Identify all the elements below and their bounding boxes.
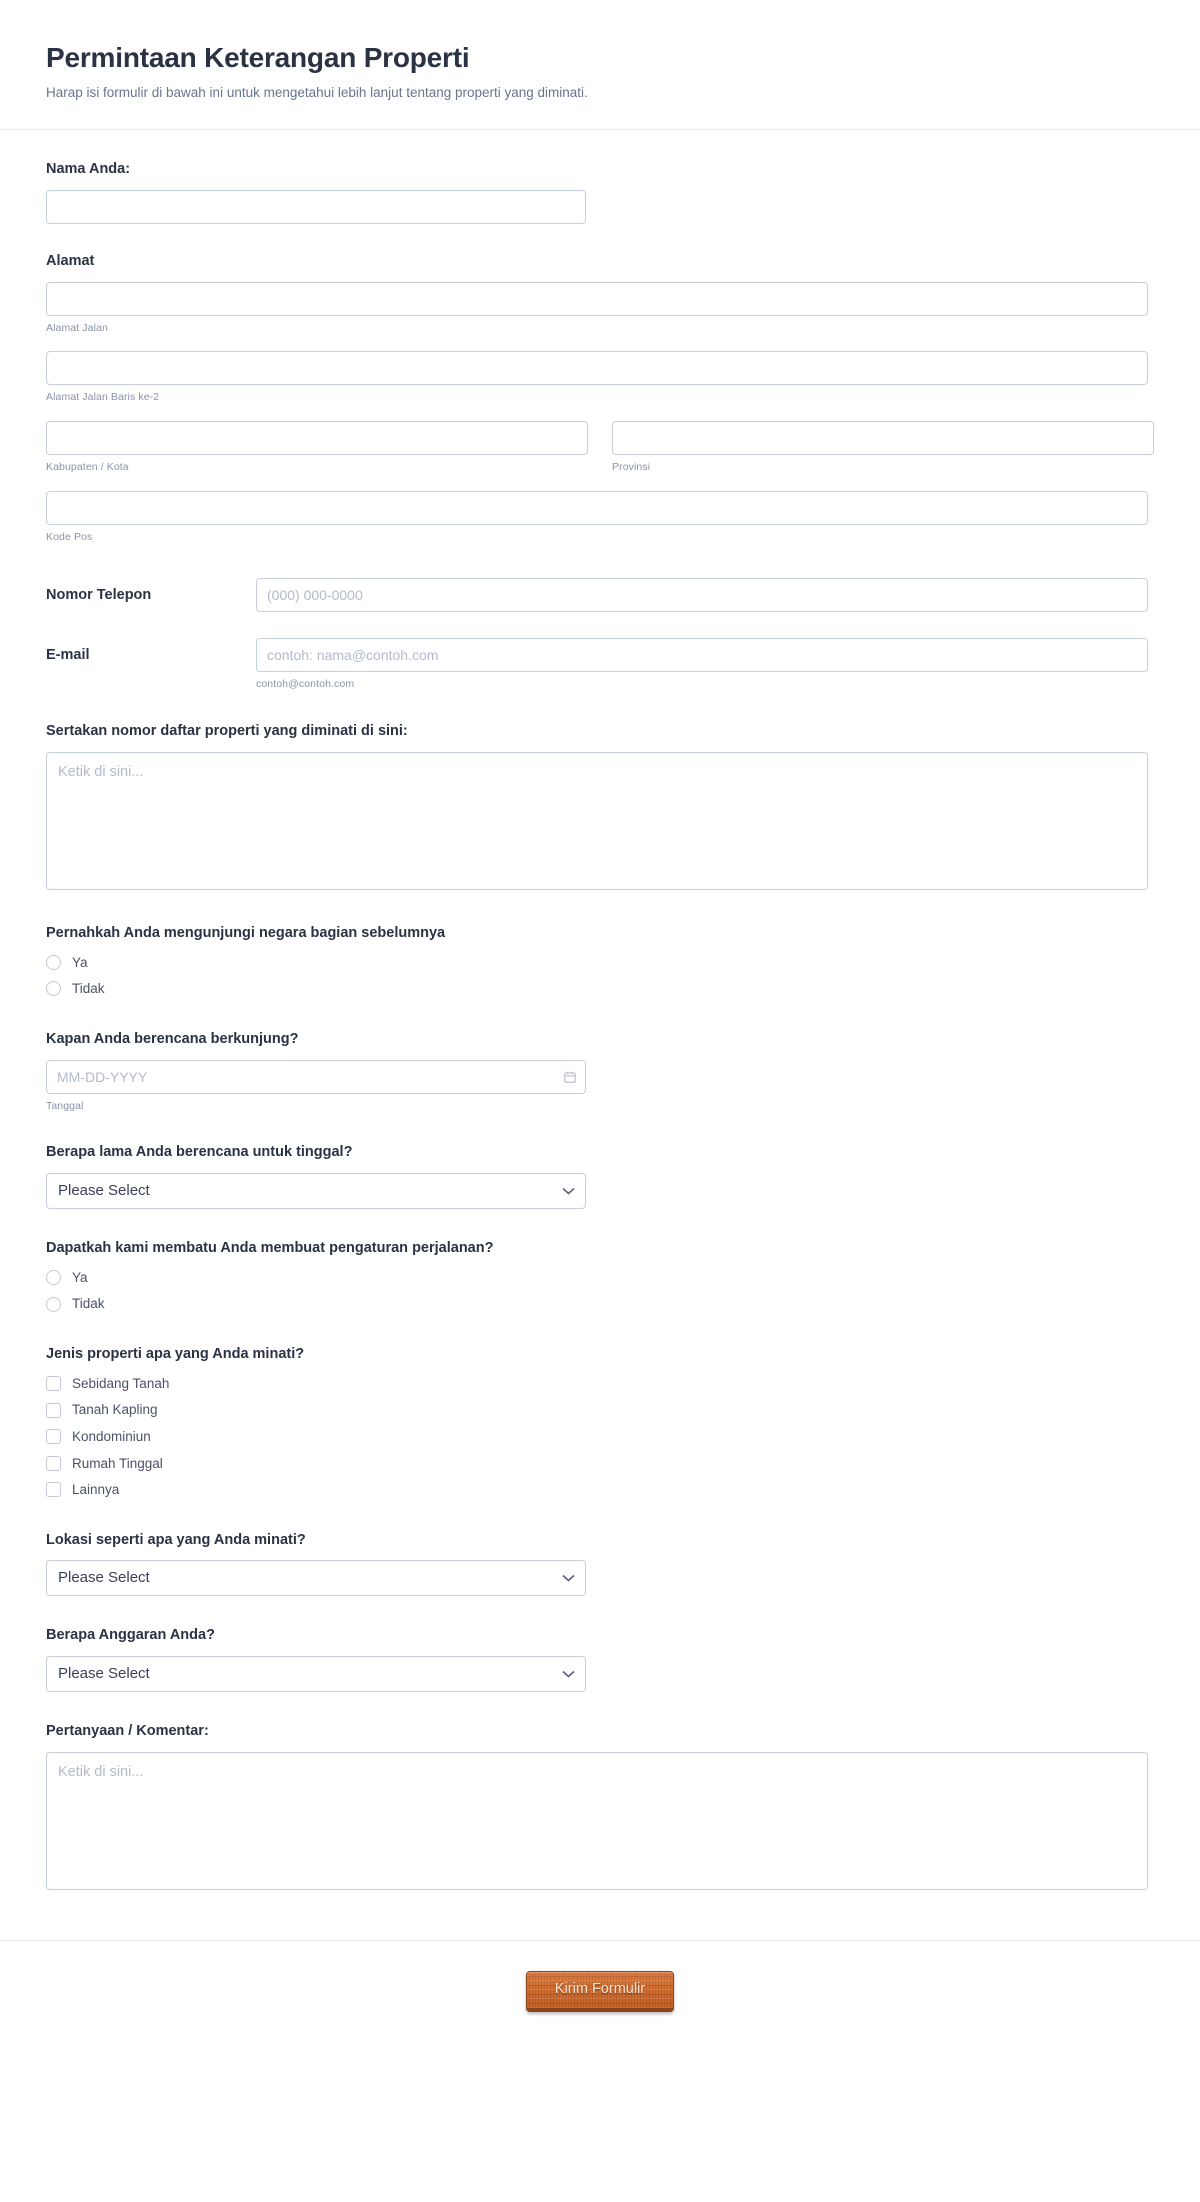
listing-numbers-label: Sertakan nomor daftar properti yang diminati di sini:	[46, 722, 408, 739]
radio-icon[interactable]	[46, 1297, 61, 1312]
address-state-input[interactable]	[612, 421, 1154, 455]
location-type-select-wrap	[46, 1560, 586, 1596]
field-listing-numbers	[46, 722, 1154, 890]
name-label: Nama Anda:	[46, 161, 131, 178]
checkbox-icon[interactable]	[46, 1429, 61, 1444]
address-label: Alamat	[46, 252, 95, 269]
visit-date-wrap	[46, 1060, 586, 1094]
address-street2-group	[46, 351, 1154, 405]
page-title: Permintaan Keterangan Properti	[46, 42, 470, 73]
field-visit-date	[46, 1030, 1154, 1113]
property-type-option-label: Sebidang Tanah	[72, 1375, 170, 1391]
field-visited-before	[46, 924, 1154, 998]
property-type-option-label: Rumah Tinggal	[72, 1455, 163, 1471]
visited-before-option-label: Ya	[72, 954, 88, 970]
form-header	[0, 0, 1200, 130]
stay-length-select[interactable]: Please Select	[46, 1173, 586, 1209]
address-zip-input[interactable]	[46, 491, 1148, 525]
address-street1-group	[46, 282, 1154, 336]
address-city-input[interactable]	[46, 421, 588, 455]
address-street1-sublabel: Alamat Jalan	[46, 321, 108, 334]
checkbox-icon[interactable]	[46, 1456, 61, 1471]
travel-help-option-ya[interactable]	[46, 1269, 1154, 1287]
radio-icon[interactable]	[46, 955, 61, 970]
field-travel-help	[46, 1239, 1154, 1313]
budget-select[interactable]: Please Select	[46, 1656, 586, 1692]
visited-before-label: Pernahkah Anda mengunjungi negara bagian sebelumnya	[46, 924, 446, 941]
field-comments	[46, 1722, 1154, 1890]
submit-button[interactable]: Kirim Formulir	[526, 1971, 674, 2012]
visit-date-sublabel: Tanggal	[46, 1099, 84, 1112]
comments-label: Pertanyaan / Komentar:	[46, 1723, 209, 1740]
visited-before-option-label: Tidak	[72, 981, 105, 997]
field-name	[46, 160, 1154, 224]
address-street1-input[interactable]	[46, 282, 1148, 316]
checkbox-icon[interactable]	[46, 1482, 61, 1497]
field-property-types	[46, 1345, 1154, 1499]
address-city-group	[46, 421, 588, 475]
property-type-option-label: Lainnya	[72, 1482, 120, 1498]
field-email	[46, 638, 1154, 692]
travel-help-option-tidak[interactable]	[46, 1295, 1154, 1313]
page-subtitle: Harap isi formulir di bawah ini untuk mengetahui lebih lanjut tentang properti yang diminati.	[46, 85, 588, 101]
radio-icon[interactable]	[46, 1270, 61, 1285]
field-location-type	[46, 1531, 1154, 1597]
location-type-label: Lokasi seperti apa yang Anda minati?	[46, 1531, 306, 1548]
property-type-option-3[interactable]	[46, 1455, 1154, 1473]
field-phone	[46, 578, 1154, 612]
field-address	[46, 252, 1154, 544]
email-field-wrap	[256, 638, 1154, 692]
phone-input[interactable]	[256, 578, 1148, 612]
radio-icon[interactable]	[46, 981, 61, 996]
visit-date-input[interactable]	[46, 1060, 586, 1094]
location-type-select[interactable]: Please Select	[46, 1560, 586, 1596]
comments-textarea[interactable]	[46, 1752, 1148, 1890]
email-label: E-mail	[46, 647, 90, 664]
email-input[interactable]	[256, 638, 1148, 672]
name-input[interactable]	[46, 190, 586, 224]
property-type-option-label: Kondominiun	[72, 1428, 151, 1444]
property-type-option-4[interactable]	[46, 1481, 1154, 1499]
address-city-sublabel: Kabupaten / Kota	[46, 461, 129, 474]
field-stay-length	[46, 1143, 1154, 1209]
property-types-label: Jenis properti apa yang Anda minati?	[46, 1346, 305, 1363]
address-zip-group	[46, 491, 1154, 545]
stay-length-select-wrap	[46, 1173, 586, 1209]
phone-field-wrap	[256, 578, 1154, 612]
address-state-sublabel: Provinsi	[612, 461, 651, 474]
property-type-option-1[interactable]	[46, 1401, 1154, 1419]
visited-before-option-ya[interactable]	[46, 954, 1154, 972]
field-budget	[46, 1626, 1154, 1692]
address-state-group	[612, 421, 1154, 475]
travel-help-label: Dapatkah kami membatu Anda membuat pengaturan perjalanan?	[46, 1240, 494, 1257]
property-type-option-0[interactable]	[46, 1375, 1154, 1393]
checkbox-icon[interactable]	[46, 1376, 61, 1391]
budget-select-wrap	[46, 1656, 586, 1692]
address-street2-input[interactable]	[46, 351, 1148, 385]
address-zip-sublabel: Kode Pos	[46, 530, 93, 543]
visited-before-option-tidak[interactable]	[46, 980, 1154, 998]
travel-help-option-label: Ya	[72, 1269, 88, 1285]
listing-numbers-textarea[interactable]	[46, 752, 1148, 890]
form-footer	[0, 1940, 1200, 2052]
property-type-option-label: Tanah Kapling	[72, 1402, 158, 1418]
email-sublabel: contoh@contoh.com	[256, 678, 355, 691]
visit-date-label: Kapan Anda berencana berkunjung?	[46, 1030, 299, 1047]
form-body	[0, 130, 1200, 1940]
phone-label: Nomor Telepon	[46, 587, 152, 604]
property-type-option-2[interactable]	[46, 1428, 1154, 1446]
address-street2-sublabel: Alamat Jalan Baris ke-2	[46, 391, 160, 404]
checkbox-icon[interactable]	[46, 1403, 61, 1418]
travel-help-option-label: Tidak	[72, 1296, 105, 1312]
budget-label: Berapa Anggaran Anda?	[46, 1627, 215, 1644]
stay-length-label: Berapa lama Anda berencana untuk tinggal?	[46, 1144, 353, 1161]
address-city-state-row	[46, 421, 1154, 475]
